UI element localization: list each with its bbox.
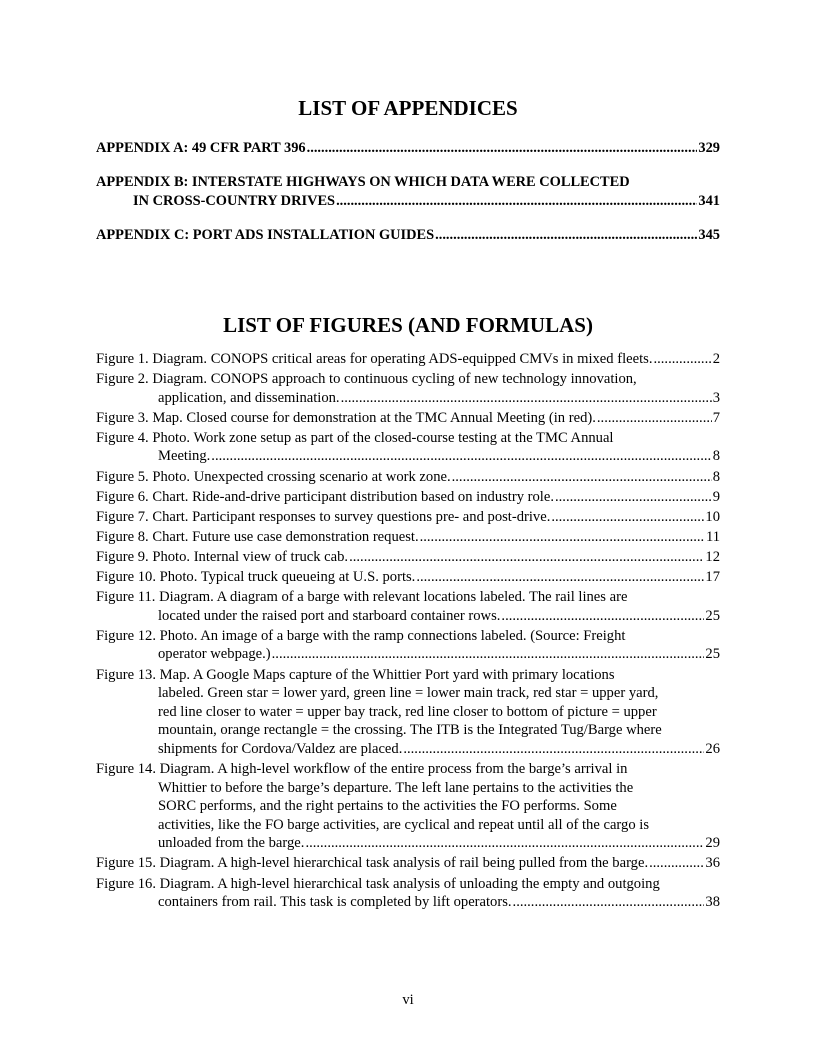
dot-leader bbox=[305, 834, 704, 853]
dot-leader bbox=[555, 488, 712, 507]
figure-caption-line: Figure 6. Chart. Ride-and-drive participant distribution based on industry role. bbox=[96, 488, 554, 505]
figure-list bbox=[96, 350, 720, 913]
figure-page: 11 bbox=[705, 528, 720, 545]
figure-caption-line: Figure 5. Photo. Unexpected crossing scenario at work zone. bbox=[96, 468, 451, 485]
figure-entry[interactable] bbox=[96, 488, 720, 507]
figure-entry[interactable] bbox=[96, 409, 720, 428]
figure-entry[interactable] bbox=[96, 588, 720, 625]
dot-leader bbox=[653, 350, 711, 369]
figure-entry[interactable] bbox=[96, 666, 720, 759]
figure-caption-line: Figure 15. Diagram. A high-level hierarchical task analysis of rail being pulled from the barge. bbox=[96, 855, 649, 872]
page-number: vi bbox=[402, 992, 414, 1008]
figure-caption-line: SORC performs, and the right pertains to the activities the FO performs. Some bbox=[158, 798, 617, 815]
dot-leader bbox=[513, 893, 705, 912]
figure-caption-line: Figure 9. Photo. Internal view of truck cab. bbox=[96, 548, 349, 565]
dot-leader bbox=[420, 528, 705, 547]
appendix-entry[interactable] bbox=[96, 173, 720, 211]
figure-page: 10 bbox=[705, 508, 720, 525]
dot-leader bbox=[416, 568, 704, 587]
dot-leader bbox=[551, 508, 704, 527]
figure-entry[interactable] bbox=[96, 627, 720, 664]
appendix-page: 341 bbox=[698, 193, 720, 209]
figure-caption-line: Figure 3. Map. Closed course for demonstration at the TMC Annual Meeting (in red). bbox=[96, 409, 596, 426]
figure-page: 25 bbox=[705, 607, 720, 624]
figure-caption-line: Figure 16. Diagram. A high-level hierarchical task analysis of unloading the empty and outgoing bbox=[96, 875, 660, 892]
figure-page: 2 bbox=[712, 351, 720, 367]
dot-leader bbox=[272, 645, 705, 664]
figure-caption-line: operator webpage.) bbox=[158, 646, 271, 663]
figure-caption-line: located under the raised port and starboard container rows. bbox=[158, 607, 501, 624]
figure-caption-line: Whittier to before the barge’s departure. The left lane pertains to the activities the bbox=[158, 779, 634, 796]
figure-caption-line: Figure 7. Chart. Participant responses to survey questions pre- and post-drive. bbox=[96, 508, 551, 525]
figure-page: 36 bbox=[705, 855, 720, 872]
figure-entry[interactable] bbox=[96, 568, 720, 587]
figure-caption-line: Meeting. bbox=[158, 448, 211, 465]
figure-caption-line: shipments for Cordova/Valdez are placed. bbox=[158, 740, 403, 757]
appendix-label: APPENDIX B: INTERSTATE HIGHWAYS ON WHICH DATA WERE COLLECTED bbox=[96, 174, 630, 190]
dot-leader bbox=[336, 192, 697, 211]
figure-page: 7 bbox=[712, 409, 720, 426]
figure-caption-line: red line closer to water = upper bay track, red line closer to bottom of picture = upper bbox=[158, 703, 657, 720]
figure-entry[interactable] bbox=[96, 875, 720, 912]
figure-page: 17 bbox=[705, 569, 720, 586]
figure-page: 29 bbox=[705, 835, 720, 852]
figure-page: 26 bbox=[705, 740, 720, 757]
dot-leader bbox=[341, 389, 712, 408]
figure-caption-line: labeled. Green star = lower yard, green line = lower main track, red star = upper yard, bbox=[158, 685, 659, 702]
figure-caption-line: Figure 10. Photo. Typical truck queueing at U.S. ports. bbox=[96, 569, 416, 586]
figure-caption-line: Figure 2. Diagram. CONOPS approach to continuous cycling of new technology innovation, bbox=[96, 371, 637, 388]
appendix-entry[interactable] bbox=[96, 226, 720, 245]
dot-leader bbox=[435, 226, 697, 245]
dot-leader bbox=[649, 854, 704, 873]
appendix-page: 345 bbox=[698, 227, 720, 243]
dot-leader bbox=[452, 468, 712, 487]
figure-page: 9 bbox=[712, 488, 720, 505]
figure-entry[interactable] bbox=[96, 350, 720, 369]
appendices-title: LIST OF APPENDICES bbox=[298, 96, 518, 120]
figure-caption-line: Figure 11. Diagram. A diagram of a barge with relevant locations labeled. The rail lines are bbox=[96, 589, 628, 606]
figure-page: 38 bbox=[705, 894, 720, 911]
dot-leader bbox=[211, 447, 711, 466]
figure-entry[interactable] bbox=[96, 548, 720, 567]
figure-caption-line: Figure 4. Photo. Work zone setup as part of the closed-course testing at the TMC Annual bbox=[96, 429, 614, 446]
appendix-label: APPENDIX C: PORT ADS INSTALLATION GUIDES bbox=[96, 227, 435, 243]
figure-page: 25 bbox=[705, 646, 720, 663]
dot-leader bbox=[597, 409, 712, 428]
figure-page: 12 bbox=[705, 548, 720, 565]
figure-caption-line: Figure 8. Chart. Future use case demonstration request. bbox=[96, 528, 419, 545]
figure-entry[interactable] bbox=[96, 508, 720, 527]
figure-caption-line: Figure 13. Map. A Google Maps capture of the Whittier Port yard with primary locations bbox=[96, 666, 615, 683]
dot-leader bbox=[307, 139, 698, 158]
figure-entry[interactable] bbox=[96, 760, 720, 853]
figure-caption-line: Figure 1. Diagram. CONOPS critical areas for operating ADS-equipped CMVs in mixed fleets. bbox=[96, 351, 653, 367]
figure-entry[interactable] bbox=[96, 528, 720, 547]
figure-caption-line: activities, like the FO barge activities, are cyclical and repeat until all of the cargo is bbox=[158, 816, 650, 833]
appendix-label-continued: IN CROSS-COUNTRY DRIVES bbox=[133, 193, 336, 209]
appendix-entry[interactable] bbox=[96, 139, 720, 158]
figure-page: 8 bbox=[712, 448, 720, 465]
figure-entry[interactable] bbox=[96, 468, 720, 487]
figure-caption-line: Figure 12. Photo. An image of a barge with the ramp connections labeled. (Source: Freight bbox=[96, 627, 626, 644]
figure-caption-line: mountain, orange rectangle = the crossing. The ITB is the Integrated Tug/Barge where bbox=[158, 722, 662, 739]
figure-entry[interactable] bbox=[96, 429, 720, 466]
appendix-label: APPENDIX A: 49 CFR PART 396 bbox=[96, 140, 306, 156]
figure-caption-line: application, and dissemination. bbox=[158, 389, 340, 406]
figure-entry[interactable] bbox=[96, 370, 720, 407]
appendix-page: 329 bbox=[698, 140, 720, 156]
figure-page: 3 bbox=[712, 389, 720, 406]
dot-leader bbox=[403, 740, 704, 759]
figure-entry[interactable] bbox=[96, 854, 720, 873]
figure-caption-line: containers from rail. This task is completed by lift operators. bbox=[158, 894, 512, 911]
dot-leader bbox=[501, 607, 704, 626]
dot-leader bbox=[349, 548, 704, 567]
figure-caption-line: Figure 14. Diagram. A high-level workflow of the entire process from the barge’s arrival in bbox=[96, 760, 628, 777]
figure-caption-line: unloaded from the barge. bbox=[158, 835, 305, 852]
figures-title: LIST OF FIGURES (AND FORMULAS) bbox=[223, 313, 593, 337]
figure-page: 8 bbox=[712, 468, 720, 485]
